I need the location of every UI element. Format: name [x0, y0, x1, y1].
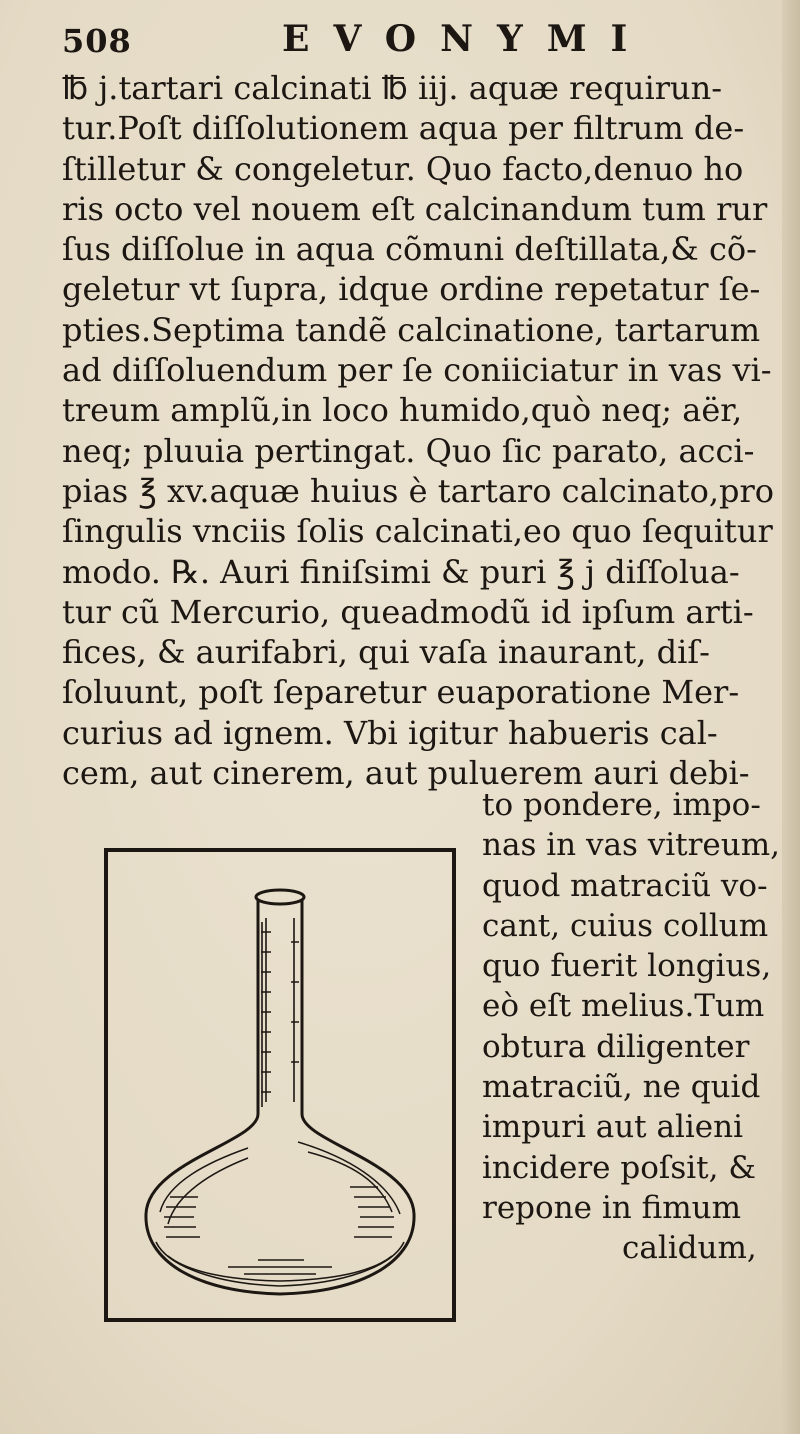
text-line: ſtilletur & congeletur. Quo facto,denuo ho: [62, 149, 744, 188]
flask-woodcut: [104, 848, 456, 1322]
text-line: quo fuerit longius,: [482, 948, 772, 985]
text-line: ris octo vel nouem eſt calcinandum tum rur: [62, 189, 768, 228]
main-text-block: [62, 68, 792, 793]
text-line: ſus diſſolue in aqua cõmuni deſtillata,& cõ-: [62, 230, 757, 269]
text-line: incidere poſsit, &: [482, 1149, 756, 1186]
text-line: ℔ j.tartari calcinati ℔ iij. aquæ requirun-: [62, 69, 723, 107]
text-line: neq; pluuia pertingat. Quo ſic parato, acci-: [62, 431, 755, 470]
text-line: repone in fimum: [482, 1189, 742, 1226]
text-line: matraciũ, ne quid: [482, 1069, 761, 1106]
text-line: ſoluunt, poſt ſeparetur euaporatione Mer-: [62, 673, 740, 712]
text-line: ad diſſoluendum per ſe coniiciatur in vas vi-: [62, 351, 772, 390]
text-line: geletur vt ſupra, idque ordine repetatur ſe-: [62, 270, 761, 309]
text-line: ſingulis vnciis ſolis calcinati,eo quo ſequitur: [62, 512, 773, 551]
text-line: eò eſt melius.Tum: [482, 988, 765, 1025]
text-line: nas in vas vitreum,: [482, 827, 780, 864]
text-line: cant, cuius collum: [482, 907, 769, 944]
text-line: fices, & aurifabri, qui vaſa inaurant, diſ-: [62, 633, 710, 672]
page-number: 508: [62, 22, 132, 60]
side-text-block: [482, 785, 792, 1269]
page-header: [62, 16, 782, 66]
text-line: obtura diligenter: [482, 1028, 750, 1065]
text-line: pias ℥ xv.aquæ huius è tartaro calcinato,pro: [62, 471, 775, 510]
text-line: tur.Poſt diſſolutionem aqua per filtrum de-: [62, 109, 745, 148]
text-line: calidum,: [622, 1230, 757, 1267]
text-line: to pondere, impo-: [482, 787, 761, 823]
text-line: quod matraciũ vo-: [482, 867, 768, 904]
running-head: EVONYMI: [282, 18, 652, 60]
matrass-flask-illustration: [108, 852, 452, 1318]
text-line: modo. ℞. Auri finiſsimi & puri ℥ j diſſolua-: [62, 552, 740, 591]
text-line: tur cũ Mercurio, queadmodũ id ipſum arti-: [62, 592, 754, 631]
text-line: treum amplũ,in loco humido,quò neq; aër,: [62, 391, 743, 430]
text-line: impuri aut alieni: [482, 1109, 744, 1146]
text-line: curius ad ignem. Vbi igitur habueris cal-: [62, 713, 718, 752]
text-line: pties.Septima tandẽ calcinatione, tartarum: [62, 310, 761, 349]
text-line: cem, aut cinerem, aut puluerem auri debi-: [62, 754, 750, 793]
